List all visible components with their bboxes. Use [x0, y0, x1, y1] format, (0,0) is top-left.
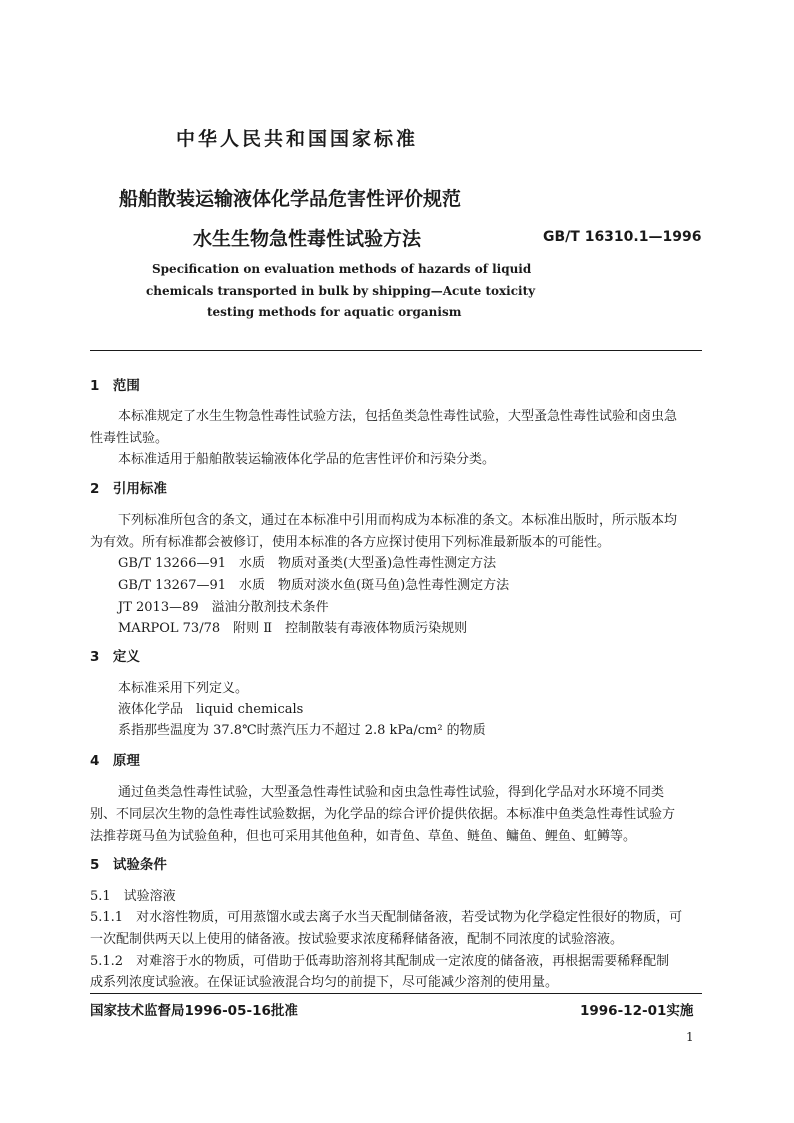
english-title-line1: Specification on evaluation methods of hazards of liquid — [152, 262, 532, 276]
section-3-heading: 3 定义 — [90, 649, 140, 665]
section-4-heading: 4 原理 — [90, 753, 140, 769]
section-1-paragraph-1b: 性毒性试验。 — [90, 431, 169, 446]
definition-term: 液体化学品 liquid chemicals — [118, 702, 304, 717]
english-title-line3: testing methods for aquatic organism — [207, 305, 462, 319]
section-4-line-2: 别、不同层次生物的急性毒性试验数据，为化学品的综合评价提供依据。本标准中鱼类急性毒性试验方 — [90, 807, 676, 822]
section-3-paragraph: 本标准采用下列定义。 — [118, 681, 249, 696]
english-title-line2: chemicals transported in bulk by shipping—Acute toxicity — [146, 284, 536, 298]
reference-item: JT 2013—89 溢油分散剂技术条件 — [118, 600, 329, 615]
reference-item: GB/T 13267—91 水质 物质对淡水鱼(斑马鱼)急性毒性测定方法 — [118, 578, 510, 593]
subsection-5-1-heading: 5.1 试验溶液 — [90, 889, 176, 904]
national-standard-title: 中华人民共和国国家标准 — [176, 128, 419, 150]
page-number: 1 — [686, 1030, 694, 1044]
section-2-heading: 2 引用标准 — [90, 481, 167, 497]
subsection-5-1-1-line-2: 一次配制供两天以上使用的储备液。按试验要求浓度稀释储备液，配制不同浓度的试验溶液。 — [90, 932, 624, 947]
section-4-line-3: 法推荐斑马鱼为试验鱼种，但也可采用其他鱼种，如青鱼、草鱼、鲢鱼、鳙鱼、鲤鱼、虹鳟等。 — [90, 829, 637, 844]
section-1-paragraph-2: 本标准适用于船舶散装运输液体化学品的危害性评价和污染分类。 — [118, 452, 496, 467]
section-2-paragraph-1b: 为有效。所有标准都会被修订，使用本标准的各方应探讨使用下列标准最新版本的可能性。 — [90, 535, 611, 550]
approval-date: 国家技术监督局1996-05-16批准 — [90, 1003, 298, 1019]
subsection-5-1-2-line-1: 5.1.2 对难溶于水的物质，可借助于低毒助溶剂将其配制成一定浓度的储备液，再根据需要稀释配制 — [90, 954, 670, 969]
standard-title-line2: 水生生物急性毒性试验方法 — [193, 228, 422, 250]
subsection-5-1-1-line-1: 5.1.1 对水溶性物质，可用蒸馏水或去离子水当天配制储备液，若受试物为化学稳定性很好的物质，可 — [90, 910, 683, 925]
section-1-heading: 1 范围 — [90, 378, 140, 394]
reference-item: MARPOL 73/78 附则 Ⅱ 控制散装有毒液体物质污染规则 — [118, 621, 468, 636]
section-4-line-1: 通过鱼类急性毒性试验，大型蚤急性毒性试验和卤虫急性毒性试验，得到化学品对水环境不同类 — [118, 785, 665, 800]
footer-divider — [90, 993, 702, 994]
header-divider — [90, 350, 702, 351]
subsection-5-1-2-line-2: 成系列浓度试验液。在保证试验液混合均匀的前提下，尽可能减少溶剂的使用量。 — [90, 975, 559, 990]
definition-text: 系指那些温度为 37.8℃时蒸汽压力不超过 2.8 kPa/cm² 的物质 — [118, 723, 486, 738]
standard-title-line1: 船舶散装运输液体化学品危害性评价规范 — [119, 188, 462, 210]
section-1-paragraph-1a: 本标准规定了水生生物急性毒性试验方法，包括鱼类急性毒性试验，大型蚤急性毒性试验和卤虫急 — [118, 409, 678, 424]
reference-item: GB/T 13266—91 水质 物质对蚤类(大型蚤)急性毒性测定方法 — [118, 556, 497, 571]
effective-date: 1996-12-01实施 — [580, 1003, 694, 1019]
section-2-paragraph-1a: 下列标准所包含的条文，通过在本标准中引用而构成为本标准的条文。本标准出版时，所示版本均 — [118, 513, 678, 528]
section-5-heading: 5 试验条件 — [90, 857, 167, 873]
standard-code: GB/T 16310.1—1996 — [543, 229, 702, 245]
